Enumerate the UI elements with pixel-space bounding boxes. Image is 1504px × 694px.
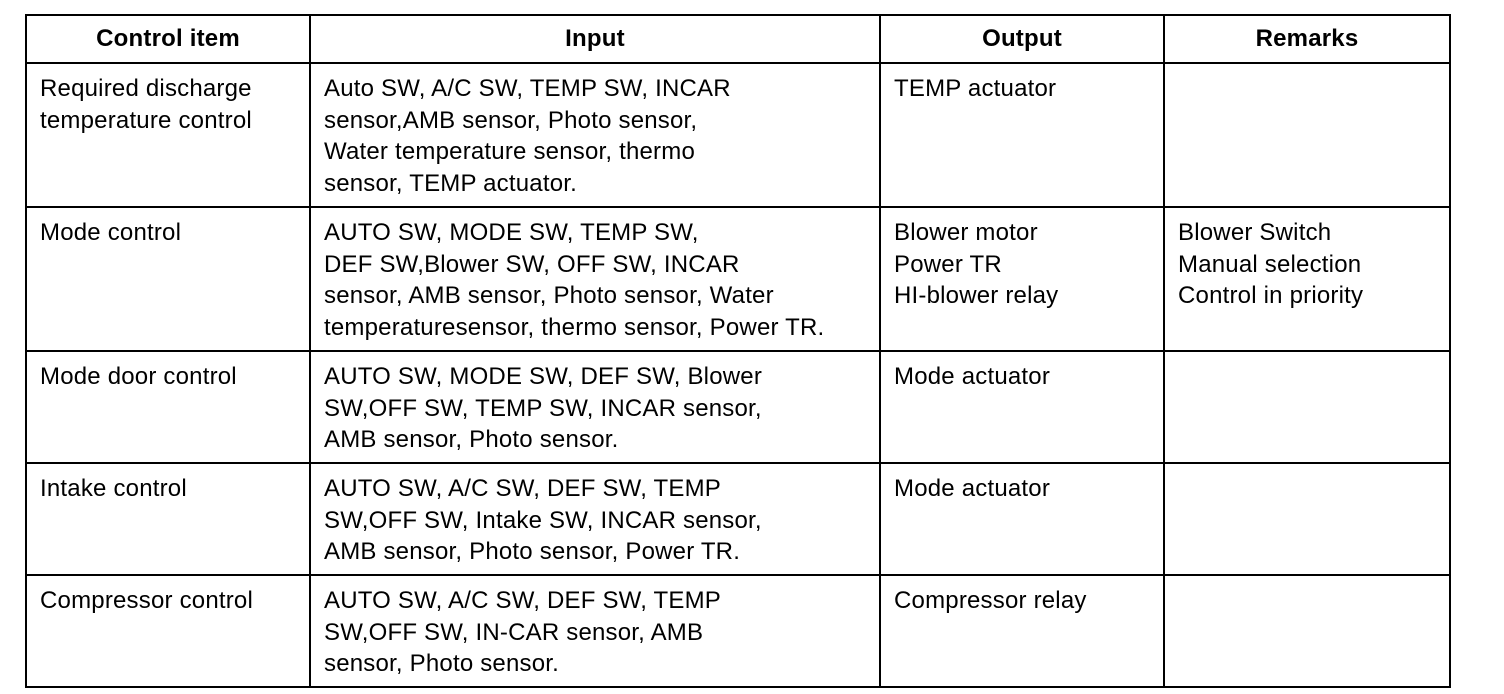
header-control-item: Control item xyxy=(26,15,310,63)
cell-input: Auto SW, A/C SW, TEMP SW, INCAR sensor,AMB sensor, Photo sensor, Water temperature sensor, thermo sensor, TEMP actuator. xyxy=(310,63,880,207)
cell-input: AUTO SW, MODE SW, TEMP SW, DEF SW,Blower SW, OFF SW, INCAR sensor, AMB sensor, Photo sensor, Water temperaturesensor, thermo sensor, Power TR. xyxy=(310,207,880,351)
cell-input: AUTO SW, A/C SW, DEF SW, TEMP SW,OFF SW, Intake SW, INCAR sensor, AMB sensor, Photo sensor, Power TR. xyxy=(310,463,880,575)
table-body xyxy=(26,63,1450,687)
cell-remarks xyxy=(1164,463,1450,575)
control-table xyxy=(25,14,1451,688)
cell-control-item: Mode door control xyxy=(26,351,310,463)
header-output: Output xyxy=(880,15,1164,63)
cell-output: Blower motor Power TR HI-blower relay xyxy=(880,207,1164,351)
header-remarks: Remarks xyxy=(1164,15,1450,63)
cell-remarks xyxy=(1164,63,1450,207)
cell-output: Mode actuator xyxy=(880,351,1164,463)
table-header xyxy=(26,15,1450,63)
header-row xyxy=(26,15,1450,63)
table-row xyxy=(26,63,1450,207)
table-row xyxy=(26,463,1450,575)
cell-remarks: Blower Switch Manual selection Control in priority xyxy=(1164,207,1450,351)
cell-control-item: Required discharge temperature control xyxy=(26,63,310,207)
table-row xyxy=(26,207,1450,351)
table-row xyxy=(26,351,1450,463)
cell-remarks xyxy=(1164,575,1450,687)
cell-control-item: Mode control xyxy=(26,207,310,351)
cell-control-item: Compressor control xyxy=(26,575,310,687)
cell-input: AUTO SW, A/C SW, DEF SW, TEMP SW,OFF SW, IN-CAR sensor, AMB sensor, Photo sensor. xyxy=(310,575,880,687)
cell-output: TEMP actuator xyxy=(880,63,1164,207)
table-row xyxy=(26,575,1450,687)
header-input: Input xyxy=(310,15,880,63)
cell-output: Compressor relay xyxy=(880,575,1164,687)
cell-input: AUTO SW, MODE SW, DEF SW, Blower SW,OFF SW, TEMP SW, INCAR sensor, AMB sensor, Photo sensor. xyxy=(310,351,880,463)
cell-remarks xyxy=(1164,351,1450,463)
cell-output: Mode actuator xyxy=(880,463,1164,575)
cell-control-item: Intake control xyxy=(26,463,310,575)
